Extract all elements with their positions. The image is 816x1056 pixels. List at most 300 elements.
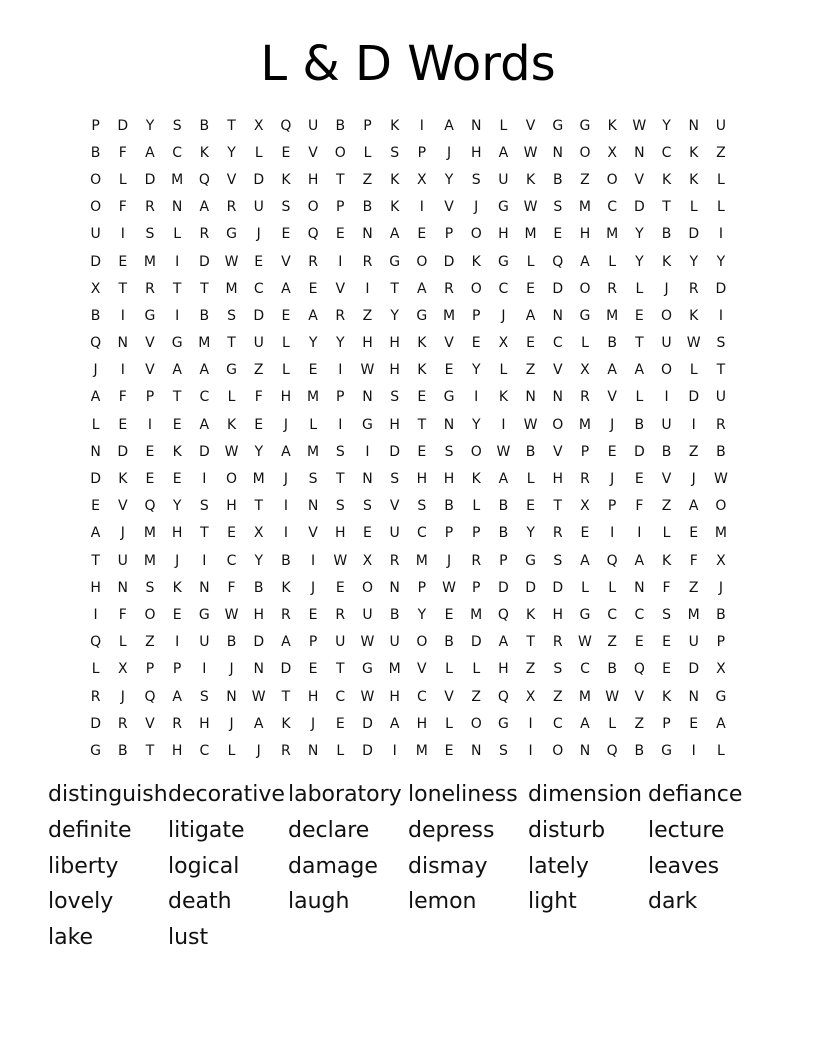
grid-letter[interactable]: F — [689, 552, 698, 569]
grid-letter[interactable]: A — [417, 280, 427, 297]
grid-letter[interactable]: I — [283, 498, 288, 515]
grid-letter[interactable]: H — [552, 471, 564, 488]
grid-letter[interactable]: Y — [254, 443, 263, 460]
grid-letter[interactable]: Q — [606, 742, 618, 759]
grid-letter[interactable]: D — [443, 253, 455, 270]
grid-letter[interactable]: Q — [144, 688, 156, 705]
grid-letter[interactable]: N — [389, 579, 400, 596]
grid-letter[interactable]: O — [416, 634, 428, 651]
grid-letter[interactable]: N — [90, 443, 101, 460]
grid-letter[interactable]: J — [175, 552, 180, 569]
grid-letter[interactable]: D — [198, 253, 210, 270]
grid-letter[interactable]: O — [470, 280, 482, 297]
grid-letter[interactable]: U — [661, 416, 672, 433]
grid-letter[interactable]: Y — [308, 335, 318, 352]
grid-letter[interactable]: G — [90, 742, 102, 759]
grid-letter[interactable]: M — [252, 471, 265, 488]
grid-letter[interactable]: B — [634, 416, 645, 433]
grid-letter[interactable]: I — [528, 742, 533, 759]
grid-letter[interactable]: U — [307, 117, 319, 134]
grid-letter[interactable]: C — [416, 688, 427, 705]
grid-letter[interactable]: R — [145, 199, 155, 216]
grid-letter[interactable]: U — [715, 117, 727, 134]
grid-letter[interactable]: L — [608, 253, 617, 270]
grid-letter[interactable]: Y — [635, 226, 644, 243]
grid-letter[interactable]: A — [308, 307, 318, 324]
grid-letter[interactable]: R — [226, 199, 237, 216]
grid-letter[interactable]: W — [333, 552, 348, 569]
grid-letter[interactable]: A — [498, 471, 509, 488]
grid-letter[interactable]: A — [716, 715, 726, 732]
grid-letter[interactable]: S — [363, 498, 372, 515]
grid-letter[interactable]: E — [145, 471, 155, 488]
grid-letter[interactable]: J — [311, 579, 316, 596]
grid-letter[interactable]: M — [687, 606, 700, 623]
grid-letter[interactable]: G — [416, 307, 428, 324]
grid-letter[interactable]: S — [199, 498, 209, 515]
grid-letter[interactable]: M — [606, 226, 619, 243]
grid-letter[interactable]: S — [553, 661, 563, 678]
grid-letter[interactable]: E — [417, 443, 427, 460]
grid-letter[interactable]: V — [634, 688, 645, 705]
grid-letter[interactable]: M — [143, 525, 157, 542]
grid-letter[interactable]: R — [335, 307, 346, 324]
grid-letter[interactable]: O — [606, 171, 618, 188]
grid-letter[interactable]: L — [717, 742, 725, 759]
grid-letter[interactable]: W — [496, 443, 511, 460]
grid-letter[interactable]: L — [227, 742, 236, 759]
grid-letter[interactable]: V — [335, 280, 346, 297]
grid-letter[interactable]: S — [498, 742, 508, 759]
grid-letter[interactable]: D — [470, 634, 482, 651]
grid-letter[interactable]: J — [501, 307, 506, 324]
grid-letter[interactable]: H — [443, 471, 455, 488]
grid-letter[interactable]: K — [199, 144, 209, 161]
grid-letter[interactable]: U — [389, 634, 400, 651]
grid-letter[interactable]: K — [281, 715, 291, 732]
grid-letter[interactable]: W — [713, 471, 728, 488]
grid-letter[interactable]: I — [338, 362, 343, 379]
grid-letter[interactable]: V — [117, 498, 128, 515]
grid-letter[interactable]: V — [634, 171, 645, 188]
grid-letter[interactable]: N — [552, 307, 564, 324]
grid-letter[interactable]: K — [172, 443, 182, 460]
grid-letter[interactable]: L — [118, 171, 127, 188]
grid-letter[interactable]: E — [689, 525, 699, 542]
grid-letter[interactable]: P — [145, 389, 155, 406]
grid-letter[interactable]: P — [417, 144, 427, 161]
grid-letter[interactable]: G — [443, 389, 455, 406]
grid-letter[interactable]: N — [362, 389, 373, 406]
grid-letter[interactable]: B — [117, 742, 128, 759]
grid-letter[interactable]: W — [523, 199, 538, 216]
grid-letter[interactable]: K — [471, 471, 481, 488]
grid-letter[interactable]: Y — [336, 335, 345, 352]
grid-letter[interactable]: R — [90, 688, 101, 705]
grid-letter[interactable]: O — [552, 742, 564, 759]
grid-letter[interactable]: Y — [662, 117, 671, 134]
grid-letter[interactable]: N — [443, 416, 455, 433]
grid-letter[interactable]: L — [118, 634, 127, 651]
grid-letter[interactable]: J — [93, 362, 98, 379]
grid-letter[interactable]: W — [578, 634, 592, 651]
grid-letter[interactable]: R — [389, 552, 400, 569]
grid-letter[interactable]: I — [365, 443, 370, 460]
grid-letter[interactable]: S — [308, 471, 318, 488]
grid-letter[interactable]: M — [415, 552, 428, 569]
grid-letter[interactable]: D — [253, 171, 265, 188]
grid-letter[interactable]: V — [308, 144, 318, 161]
grid-letter[interactable]: A — [281, 280, 291, 297]
grid-letter[interactable]: R — [444, 280, 454, 297]
grid-letter[interactable]: B — [716, 443, 726, 460]
grid-letter[interactable]: E — [662, 661, 671, 678]
grid-letter[interactable]: U — [389, 525, 400, 542]
grid-letter[interactable]: K — [390, 117, 400, 134]
grid-letter[interactable]: Q — [90, 335, 102, 352]
grid-letter[interactable]: W — [523, 416, 538, 433]
grid-letter[interactable]: V — [661, 471, 672, 488]
grid-letter[interactable]: V — [281, 253, 291, 270]
grid-letter[interactable]: G — [226, 362, 237, 379]
grid-letter[interactable]: G — [362, 416, 373, 433]
grid-letter[interactable]: Z — [253, 362, 264, 379]
grid-letter[interactable]: V — [444, 335, 454, 352]
grid-letter[interactable]: J — [474, 199, 479, 216]
grid-letter[interactable]: H — [226, 498, 237, 515]
grid-letter[interactable]: K — [417, 362, 427, 379]
grid-letter[interactable]: I — [175, 307, 180, 324]
grid-letter[interactable]: L — [662, 525, 671, 542]
grid-letter[interactable]: E — [363, 525, 372, 542]
grid-letter[interactable]: U — [498, 171, 509, 188]
grid-letter[interactable]: D — [280, 661, 292, 678]
grid-letter[interactable]: I — [474, 389, 479, 406]
grid-letter[interactable]: N — [470, 117, 482, 134]
grid-letter[interactable]: L — [717, 171, 725, 188]
grid-letter[interactable]: S — [471, 171, 481, 188]
grid-letter[interactable]: A — [389, 226, 400, 243]
grid-letter[interactable]: C — [416, 525, 427, 542]
grid-letter[interactable]: B — [253, 579, 264, 596]
grid-letter[interactable]: N — [307, 498, 319, 515]
grid-letter[interactable]: B — [199, 117, 210, 134]
grid-letter[interactable]: M — [714, 525, 727, 542]
grid-letter[interactable]: V — [607, 389, 617, 406]
grid-letter[interactable]: Y — [526, 525, 535, 542]
grid-letter[interactable]: M — [578, 416, 592, 433]
grid-letter[interactable]: E — [172, 471, 182, 488]
grid-letter[interactable]: J — [120, 525, 125, 542]
grid-letter[interactable]: U — [199, 634, 210, 651]
grid-letter[interactable]: L — [445, 715, 453, 732]
grid-letter[interactable]: S — [553, 199, 563, 216]
grid-letter[interactable]: W — [523, 144, 538, 161]
grid-letter[interactable]: I — [392, 742, 397, 759]
grid-letter[interactable]: P — [471, 579, 481, 596]
grid-letter[interactable]: A — [498, 634, 509, 651]
grid-letter[interactable]: O — [661, 307, 673, 324]
grid-letter[interactable]: U — [335, 634, 346, 651]
grid-letter[interactable]: R — [580, 389, 590, 406]
grid-letter[interactable]: G — [525, 552, 537, 569]
grid-letter[interactable]: R — [607, 280, 618, 297]
grid-letter[interactable]: W — [686, 335, 701, 352]
grid-letter[interactable]: G — [497, 253, 509, 270]
grid-letter[interactable]: G — [715, 688, 727, 705]
grid-letter[interactable]: F — [662, 579, 671, 596]
grid-letter[interactable]: L — [526, 253, 535, 270]
grid-letter[interactable]: Q — [280, 117, 292, 134]
grid-letter[interactable]: G — [171, 335, 183, 352]
grid-letter[interactable]: T — [635, 335, 644, 352]
grid-letter[interactable]: U — [117, 552, 128, 569]
grid-letter[interactable]: K — [607, 117, 617, 134]
grid-letter[interactable]: V — [444, 199, 454, 216]
grid-letter[interactable]: S — [145, 579, 155, 596]
grid-letter[interactable]: D — [117, 443, 129, 460]
grid-letter[interactable]: H — [335, 525, 346, 542]
grid-letter[interactable]: R — [552, 525, 563, 542]
grid-letter[interactable]: T — [91, 552, 100, 569]
grid-letter[interactable]: D — [362, 715, 373, 732]
grid-letter[interactable]: L — [472, 498, 481, 515]
grid-letter[interactable]: R — [471, 552, 482, 569]
grid-letter[interactable]: A — [444, 117, 454, 134]
grid-letter[interactable]: E — [172, 606, 182, 623]
grid-letter[interactable]: S — [390, 144, 400, 161]
grid-letter[interactable]: L — [608, 715, 617, 732]
grid-letter[interactable]: M — [143, 253, 157, 270]
grid-letter[interactable]: E — [281, 226, 291, 243]
grid-letter[interactable]: T — [336, 171, 345, 188]
grid-letter[interactable]: C — [335, 688, 346, 705]
grid-letter[interactable]: V — [525, 117, 536, 134]
grid-letter[interactable]: A — [90, 389, 101, 406]
grid-letter[interactable]: D — [688, 226, 700, 243]
grid-letter[interactable]: J — [120, 688, 125, 705]
grid-letter[interactable]: T — [227, 117, 236, 134]
grid-letter[interactable]: A — [607, 362, 617, 379]
grid-letter[interactable]: G — [362, 661, 373, 678]
grid-letter[interactable]: D — [389, 443, 401, 460]
grid-letter[interactable]: A — [389, 715, 400, 732]
grid-letter[interactable]: L — [282, 335, 290, 352]
grid-letter[interactable]: I — [202, 471, 207, 488]
grid-letter[interactable]: B — [335, 117, 346, 134]
grid-letter[interactable]: P — [336, 389, 345, 406]
grid-letter[interactable]: K — [661, 552, 672, 569]
grid-letter[interactable]: F — [118, 144, 127, 161]
grid-letter[interactable]: I — [691, 742, 696, 759]
grid-letter[interactable]: D — [688, 389, 700, 406]
grid-letter[interactable]: O — [470, 715, 482, 732]
grid-letter[interactable]: H — [280, 389, 292, 406]
grid-letter[interactable]: T — [281, 688, 291, 705]
grid-letter[interactable]: L — [689, 199, 698, 216]
grid-letter[interactable]: X — [362, 552, 373, 569]
grid-letter[interactable]: W — [360, 634, 375, 651]
grid-letter[interactable]: L — [309, 416, 317, 433]
grid-letter[interactable]: A — [199, 416, 210, 433]
grid-letter[interactable]: E — [444, 606, 454, 623]
grid-letter[interactable]: T — [390, 280, 399, 297]
grid-letter[interactable]: Y — [172, 498, 182, 515]
grid-letter[interactable]: U — [688, 634, 699, 651]
grid-letter[interactable]: I — [419, 199, 424, 216]
grid-letter[interactable]: L — [254, 144, 263, 161]
grid-letter[interactable]: E — [335, 579, 345, 596]
grid-letter[interactable]: X — [525, 688, 536, 705]
grid-letter[interactable]: S — [281, 199, 291, 216]
grid-letter[interactable]: I — [528, 715, 533, 732]
grid-letter[interactable]: E — [118, 416, 128, 433]
grid-letter[interactable]: H — [90, 579, 101, 596]
grid-letter[interactable]: O — [90, 171, 102, 188]
grid-letter[interactable]: H — [171, 742, 183, 759]
grid-letter[interactable]: G — [389, 253, 401, 270]
grid-letter[interactable]: F — [254, 389, 263, 406]
grid-letter[interactable]: K — [498, 389, 508, 406]
grid-letter[interactable]: D — [90, 471, 101, 488]
grid-letter[interactable]: B — [607, 661, 617, 678]
grid-letter[interactable]: O — [307, 199, 319, 216]
grid-letter[interactable]: N — [117, 579, 129, 596]
grid-letter[interactable]: R — [552, 634, 563, 651]
grid-letter[interactable]: Q — [198, 171, 210, 188]
grid-letter[interactable]: E — [281, 144, 291, 161]
grid-letter[interactable]: K — [172, 579, 182, 596]
grid-letter[interactable]: E — [308, 280, 318, 297]
grid-letter[interactable]: S — [145, 226, 155, 243]
grid-letter[interactable]: X — [253, 525, 264, 542]
grid-letter[interactable]: E — [553, 226, 563, 243]
grid-letter[interactable]: Y — [145, 117, 155, 134]
grid-letter[interactable]: K — [471, 253, 481, 270]
grid-letter[interactable]: L — [91, 661, 100, 678]
grid-letter[interactable]: M — [225, 280, 238, 297]
grid-letter[interactable]: C — [199, 389, 210, 406]
grid-letter[interactable]: N — [253, 661, 264, 678]
grid-letter[interactable]: T — [553, 498, 563, 515]
grid-letter[interactable]: I — [120, 226, 125, 243]
grid-letter[interactable]: F — [118, 389, 127, 406]
grid-letter[interactable]: O — [470, 443, 482, 460]
grid-letter[interactable]: H — [552, 606, 564, 623]
grid-letter[interactable]: B — [444, 634, 454, 651]
grid-letter[interactable]: H — [389, 688, 400, 705]
grid-letter[interactable]: Q — [90, 634, 102, 651]
grid-letter[interactable]: Y — [635, 253, 644, 270]
grid-letter[interactable]: U — [253, 199, 264, 216]
grid-letter[interactable]: D — [253, 307, 265, 324]
grid-letter[interactable]: W — [360, 362, 375, 379]
grid-letter[interactable]: D — [498, 579, 509, 596]
grid-letter[interactable]: P — [91, 117, 100, 134]
grid-letter[interactable]: W — [251, 688, 266, 705]
grid-letter[interactable]: U — [661, 335, 672, 352]
grid-letter[interactable]: H — [416, 471, 428, 488]
grid-letter[interactable]: E — [254, 416, 264, 433]
grid-letter[interactable]: R — [362, 253, 373, 270]
grid-letter[interactable]: I — [691, 416, 696, 433]
grid-letter[interactable]: N — [552, 144, 564, 161]
grid-letter[interactable]: A — [281, 634, 291, 651]
grid-letter[interactable]: B — [661, 226, 672, 243]
grid-letter[interactable]: X — [716, 661, 726, 678]
grid-letter[interactable]: R — [117, 715, 128, 732]
grid-letter[interactable]: M — [307, 443, 320, 460]
grid-letter[interactable]: E — [227, 525, 236, 542]
grid-letter[interactable]: L — [635, 280, 644, 297]
grid-letter[interactable]: A — [199, 199, 210, 216]
grid-letter[interactable]: S — [335, 443, 345, 460]
grid-letter[interactable]: E — [444, 742, 454, 759]
grid-letter[interactable]: B — [607, 335, 617, 352]
grid-letter[interactable]: E — [308, 661, 318, 678]
grid-letter[interactable]: M — [606, 307, 619, 324]
grid-letter[interactable]: L — [336, 742, 345, 759]
grid-letter[interactable]: Z — [688, 443, 699, 460]
grid-letter[interactable]: H — [389, 416, 400, 433]
grid-letter[interactable]: A — [634, 552, 645, 569]
grid-letter[interactable]: H — [579, 226, 591, 243]
grid-letter[interactable]: O — [661, 362, 673, 379]
grid-letter[interactable]: C — [172, 144, 183, 161]
grid-letter[interactable]: H — [498, 226, 509, 243]
grid-letter[interactable]: T — [336, 471, 345, 488]
grid-letter[interactable]: E — [526, 280, 536, 297]
grid-letter[interactable]: Z — [525, 661, 536, 678]
grid-letter[interactable]: H — [470, 144, 482, 161]
grid-letter[interactable]: B — [281, 552, 291, 569]
grid-letter[interactable]: N — [117, 335, 129, 352]
grid-letter[interactable]: K — [390, 171, 400, 188]
grid-letter[interactable]: L — [689, 362, 698, 379]
grid-letter[interactable]: E — [417, 389, 427, 406]
grid-letter[interactable]: C — [498, 280, 509, 297]
grid-letter[interactable]: B — [389, 606, 400, 623]
grid-letter[interactable]: E — [254, 253, 264, 270]
grid-letter[interactable]: V — [308, 525, 318, 542]
grid-letter[interactable]: E — [308, 362, 318, 379]
grid-letter[interactable]: Z — [634, 715, 645, 732]
grid-letter[interactable]: N — [552, 389, 564, 406]
grid-letter[interactable]: A — [580, 715, 590, 732]
grid-letter[interactable]: S — [553, 552, 563, 569]
grid-letter[interactable]: P — [363, 117, 372, 134]
grid-letter[interactable]: H — [171, 525, 183, 542]
grid-letter[interactable]: R — [199, 226, 210, 243]
grid-letter[interactable]: T — [336, 661, 345, 678]
grid-letter[interactable]: X — [253, 117, 264, 134]
grid-letter[interactable]: N — [362, 226, 373, 243]
grid-letter[interactable]: R — [335, 606, 346, 623]
grid-letter[interactable]: D — [715, 280, 727, 297]
grid-letter[interactable]: O — [552, 416, 564, 433]
grid-letter[interactable]: H — [307, 688, 319, 705]
grid-letter[interactable]: K — [281, 579, 291, 596]
grid-letter[interactable]: I — [637, 525, 642, 542]
grid-letter[interactable]: J — [229, 661, 234, 678]
grid-letter[interactable]: D — [117, 117, 129, 134]
grid-letter[interactable]: O — [90, 199, 102, 216]
grid-letter[interactable]: V — [145, 362, 155, 379]
grid-letter[interactable]: H — [498, 661, 509, 678]
grid-letter[interactable]: I — [338, 416, 343, 433]
grid-letter[interactable]: T — [526, 634, 535, 651]
grid-letter[interactable]: E — [689, 715, 699, 732]
